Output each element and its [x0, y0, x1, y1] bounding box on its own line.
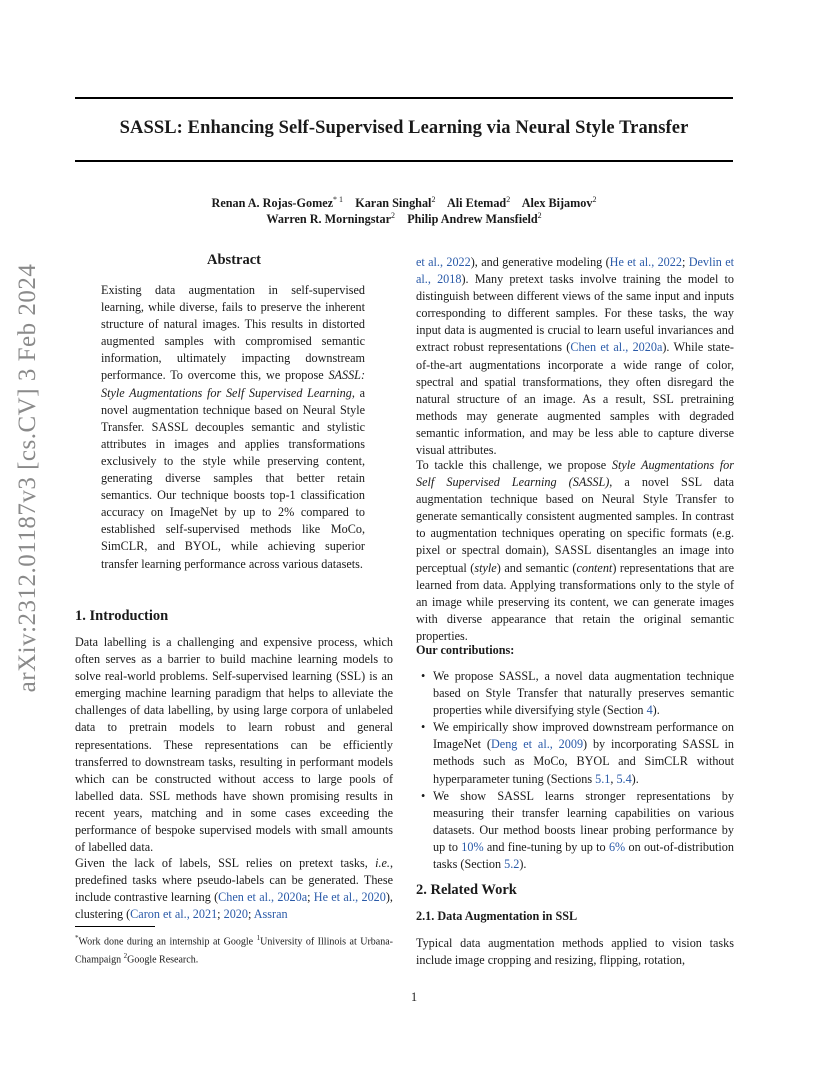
section-link[interactable]: 5.1 [595, 771, 611, 786]
metric-value: 6% [608, 839, 626, 854]
footnote-marker: * [75, 934, 79, 942]
section-heading-related-work: 2. Related Work [416, 882, 517, 898]
list-item-text: ). [631, 771, 639, 786]
paragraph-text: , a novel SSL data augmentation technique based on Neural Style Transfer to generate semantically consistent augmented samples. In contrast to augmentation techniques operating on specific formats (e.g. pixel or spectral domain), SASSL disentangles an image into perceptual ( [416, 475, 734, 575]
citation-link[interactable]: He et al., 2022 [609, 255, 682, 269]
author-affiliation: 2 [391, 211, 395, 220]
list-item-text: We show SASSL learns stronger representations by measuring their transfer learning capabilities on various datasets. Our method boosts linear probing performance by up to [433, 788, 734, 854]
contributions-heading: Our contributions: [416, 643, 515, 657]
top-rule [75, 97, 733, 99]
author-affiliation: 2 [537, 211, 542, 220]
footnote-text: Google Research. [127, 954, 199, 966]
author-name: Ali Etemad [446, 196, 507, 211]
paragraph-emphasis: style [474, 560, 497, 575]
list-item-text: We empirically show improved downstream performance on ImageNet ( [433, 720, 734, 752]
paragraph-emphasis: i.e. [375, 856, 390, 870]
author-name: Philip Andrew Mansfield [407, 212, 538, 227]
list-item-text: ) by incorporating SASSL in methods such as MoCo, BYOL and SimCLR without hyperparameter tuning (Sections [433, 737, 735, 786]
list-item-text: , [610, 771, 617, 786]
paragraph-emphasis: content [576, 560, 613, 575]
citation-link[interactable]: et al., 2022 [416, 255, 471, 269]
section-link[interactable]: 5.4 [616, 771, 632, 786]
paragraph-text: ). Many pretext tasks involve training the model to distinguish between different views of the same input and inputs corresponding to different samples. For these tasks, the way input data is augmented is crucial to learn useful invariances and extract robust representations ( [416, 272, 734, 355]
paragraph-text: Given the lack of labels, SSL relies on pretext tasks, [75, 856, 376, 870]
author-affiliation: 2 [592, 195, 597, 204]
list-item-text: We propose SASSL, a novel data augmentation technique based on Style Transfer that naturally preserves semantic properties while diversifying style (Section [433, 669, 734, 718]
paragraph-text: To tackle this challenge, we propose [416, 458, 612, 472]
abstract-body [101, 282, 365, 573]
author-name: Karan Singhal [355, 196, 432, 211]
contributions-list [416, 668, 734, 873]
author-name: Alex Bijamov [521, 196, 593, 211]
abstract-heading: Abstract [207, 252, 261, 268]
section-link[interactable]: 5.2 [504, 857, 520, 872]
author-affiliation: * 1 [333, 195, 344, 204]
subsection-heading-data-augmentation: 2.1. Data Augmentation in SSL [416, 909, 578, 923]
author-name: Renan A. Rojas-Gomez [211, 196, 334, 211]
paragraph-text: ), and generative modeling ( [470, 255, 610, 269]
paragraph-text: ). While state-of-the-art augmentations incorporate a wide range of color, spectral and spatial transformations, they often disregard the natural structure of an image. As a result, SSL pretraining methods may generate augmented samples with degraded semantic information, and may be less able to capture diverse visual attributes. [416, 340, 734, 458]
citation-link[interactable]: Chen et al., 2020a [218, 890, 308, 905]
right-column-paragraph-2 [416, 457, 734, 645]
paragraph-text: ; [217, 907, 224, 922]
paragraph-text: ; [681, 255, 689, 269]
citation-link[interactable]: He et al., 2020 [313, 890, 386, 905]
list-item-text: ). [519, 857, 527, 872]
footnote-rule [75, 926, 155, 927]
author-line-2 [75, 207, 733, 228]
abstract-text: , a novel augmentation technique based on Neural Style Transfer. SASSL decouples semantic and stylistic attributes in images and applies transformations exclusively to the style while preserving content, generating diverse samples that better retain semantics. Our technique boosts top-1 classification accuracy on ImageNet by up to 2% compared to established self-supervised methods like MoCo, SimCLR, and BYOL, while achieving superior transfer learning performance across various datasets. [101, 385, 365, 571]
paragraph-text: ) representations that are learned from data. Applying transformations only to the style of an image while preserving its content, we can generate images with diverse appearance that retain the original semantic properties. [416, 560, 734, 643]
paragraph-emphasis: Style Augmentations for Self Supervised Learning (SASSL) [416, 458, 734, 490]
paragraph-text: ; [247, 907, 254, 922]
paper-title: SASSL: Enhancing Self-Supervised Learning via Neural Style Transfer [119, 118, 689, 138]
list-item-text: on out-of-distribution tasks (Section [433, 839, 734, 872]
introduction-paragraph-1: Data labelling is a challenging and expensive process, which often serves as a barrier to build machine learning models to solve real-world problems. Self-supervised learning (SSL) is an emerging machine learning paradigm that helps to alleviate the challenges of data labelling, by using large corpora of unlabeled data to pretrain models to learn robust and general representations. These representations can be efficiently transferred to downstream tasks, resulting in performant models which can be constructed without access to large pools of labelled data. SSL methods have shown promising results in recent years, matching and in some cases exceeding the performance of bespoke supervised models with small amounts of labelled data. [75, 635, 393, 855]
paragraph-text: ), clustering ( [75, 890, 393, 922]
section-heading-introduction: 1. Introduction [75, 608, 169, 624]
footnote-marker: 1 [256, 934, 261, 942]
citation-link[interactable]: Assran [253, 907, 288, 922]
right-column-paragraph-1 [416, 254, 734, 459]
citation-link[interactable]: Caron et al., 2021 [130, 907, 218, 922]
section-link[interactable]: 4 [646, 703, 653, 718]
footnote-text: Work done during an internship at Google [78, 936, 257, 948]
list-item [416, 719, 734, 787]
arxiv-identifier-text: arXiv:2312.01187v3 [cs.CV] 3 Feb 2024 [14, 263, 41, 693]
footnote [75, 931, 393, 968]
author-affiliation: 2 [506, 195, 511, 204]
paragraph-text: ) and semantic ( [496, 560, 577, 575]
list-item-text: ). [652, 703, 660, 718]
paragraph-text: , predefined tasks where pseudo-labels can be generated. These include contrastive learning ( [75, 856, 393, 905]
citation-link[interactable]: Devlin et al., 2018 [416, 255, 735, 287]
metric-value: 10% [461, 839, 484, 854]
author-name: Warren R. Morningstar [266, 212, 391, 227]
footnote-text: University of Illinois at Urbana-Champaign [75, 936, 393, 966]
list-item [416, 788, 734, 873]
introduction-paragraph-2 [75, 855, 393, 923]
author-affiliation: 2 [431, 195, 436, 204]
title-bottom-rule [75, 160, 733, 162]
related-work-paragraph: Typical data augmentation methods applied to vision tasks include image cropping and resizing, flipping, rotation, [416, 936, 734, 968]
abstract-method-name: SASSL: Style Augmentations for Self Supervised Learning [101, 368, 365, 400]
abstract-text: Existing data augmentation in self-supervised learning, while diverse, fails to preserve the inherent structure of natural images. This results in distorted augmented samples with compromised semantic information, ultimately impacting downstream performance. To overcome this, we propose [101, 283, 365, 383]
footnote-marker: 2 [123, 952, 128, 961]
citation-link[interactable]: 2020 [223, 907, 248, 922]
citation-link[interactable]: Deng et al., 2009 [490, 737, 584, 752]
list-item [416, 668, 734, 719]
paragraph-text: ; [307, 890, 314, 905]
list-item-text: and fine-tuning by up to [483, 839, 609, 854]
citation-link[interactable]: Chen et al., 2020a [570, 340, 663, 355]
page-number: 1 [410, 990, 418, 1004]
